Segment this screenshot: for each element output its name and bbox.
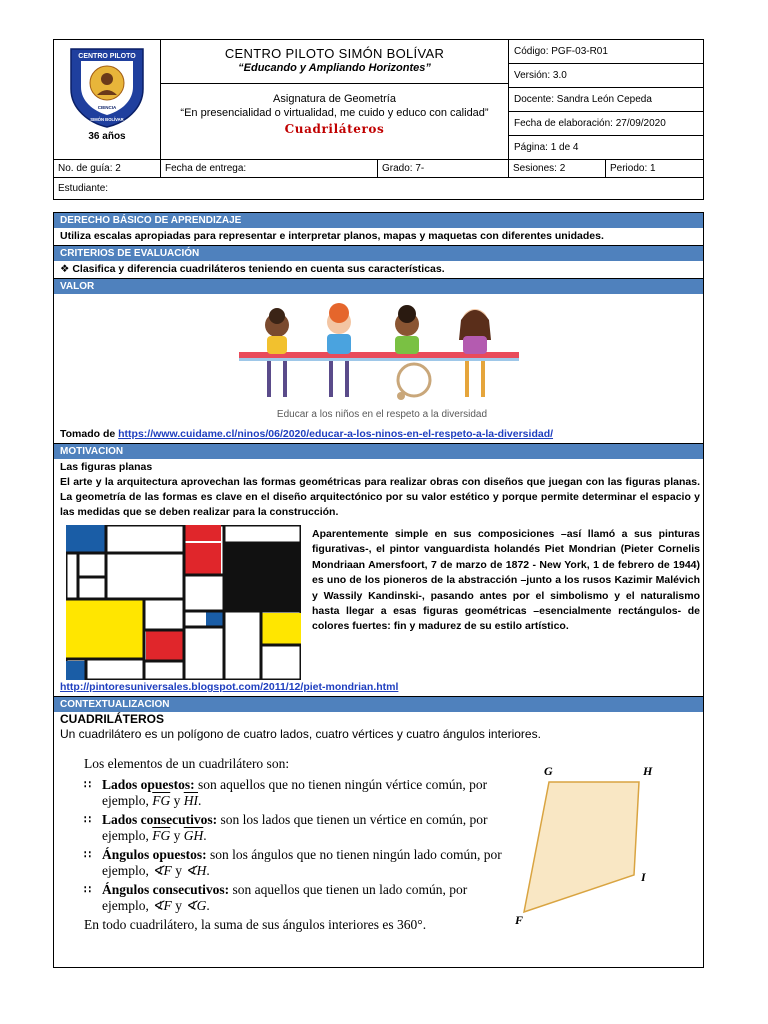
quadrilateral-shape [524, 782, 639, 912]
header-top-row [54, 40, 703, 160]
school-motto: “Educando y Ampliando Horizontes” [238, 62, 431, 74]
vertex-h-label: H [643, 764, 653, 778]
logo-side-text: SIMÓN BOLÍVAR [90, 117, 124, 122]
doc-code: Código: PGF-03-R01 [509, 40, 703, 64]
doc-date: Fecha de elaboración: 27/09/2020 [509, 112, 703, 136]
logo-center-text: CIENCIA [97, 105, 117, 110]
guide-number: No. de guía: 2 [54, 160, 161, 177]
criteria-heading: CRITERIOS DE EVALUACIÓN [54, 246, 703, 261]
children-diversity-illustration [239, 300, 519, 425]
dba-text: Utiliza escalas apropiadas para representar e interpretar planos, mapas y maquetas con diferentes unidades. [54, 228, 703, 246]
meta-cell [509, 40, 703, 159]
dba-heading: DERECHO BÁSICO DE APRENDIZAJE [54, 213, 703, 228]
school-shield-logo [67, 43, 147, 129]
quadrilaterals-title: CUADRILÁTEROS [60, 712, 164, 726]
illustration-caption: Educar a los niños en el respeto a la diversidad [276, 409, 488, 420]
element-item: ∷ Ángulos opuestos: son los ángulos que no tienen ningún lado común, por ejemplo, ∢F y ∢H. [84, 846, 502, 878]
logo-cell [54, 40, 161, 159]
bullet-icon: ∷ [84, 883, 91, 896]
motivation-heading: MOTIVACION [54, 444, 703, 459]
slogan: “En presencialidad o virtualidad, me cuido y educo con calidad” [180, 107, 489, 119]
school-block [161, 40, 508, 84]
doc-teacher: Docente: Sandra León Cepeda [509, 88, 703, 112]
mondrian-link[interactable]: http://pintoresuniversales.blogspot.com/2011/12/piet-mondrian.html [60, 681, 399, 693]
mondrian-description: Aparentemente simple en sus composiciones –así llamó a sus pinturas figurativas-, el pintor vanguardista holandés Piet Mondrian (Pieter Cornelis Mondriaan Amersfoort, 7 de marzo de 1872 - New York, 1 de febrero de 1944) es uno de los pioneros de la abstracción –junto a los rusos Kazimir Malévich y Wassily Kandinski-, pasando antes por el simbolismo y el naturalismo hasta llegar a esas figuras geométricas –esencialmente rectángulos- de colores fuertes: fin y madurez de su estilo artístico. [312, 528, 700, 633]
topic-title: Cuadriláteros [284, 122, 385, 136]
sessions: Sesiones: 2 [509, 160, 606, 177]
quadrilateral-definition: Un cuadrilátero es un polígono de cuatro lados, cuatro vértices y cuatro ángulos interiores. [60, 727, 541, 741]
source-prefix: Tomado de [60, 428, 119, 440]
logo-ring-text: CENTRO PILOTO [78, 53, 136, 60]
guide-content [53, 212, 704, 968]
vertex-g-label: G [544, 764, 553, 778]
period: Periodo: 1 [610, 163, 656, 174]
bullet-icon: ∷ [84, 848, 91, 861]
bullet-icon: ∷ [84, 778, 91, 791]
motivation-paragraph: El arte y la arquitectura aprovechan las formas geométricas para realizar obras con diseños que juegan con las figuras planas. La geometría de las formas es clave en el diseño arquitectónico por su valor estético y porque permite determinar el espacio y las medidas que se deben realizar para la construcción. [60, 476, 700, 518]
context-heading: CONTEXTUALIZACION [54, 697, 703, 712]
criteria-text: ❖ Clasifica y diferencia cuadriláteros teniendo en cuenta sus características. [54, 261, 703, 279]
element-item: ∷ Lados opuestos: son aquellos que no tienen ningún vértice común, por ejemplo, $\overline{FG}$ y $\overline{HI}$. [84, 776, 488, 808]
logo-years: 36 años [88, 131, 126, 142]
context-box [54, 712, 703, 967]
source-line [60, 428, 553, 440]
valor-box [54, 294, 703, 444]
grade: Grado: 7- [378, 160, 509, 177]
quadrilateral-elements [84, 756, 514, 933]
document-header [53, 39, 704, 200]
motivation-title: Las figuras planas [60, 461, 153, 473]
source-link[interactable]: https://www.cuidame.cl/ninos/06/2020/educar-a-los-ninos-en-el-respeto-a-la-diversidad/ [118, 428, 554, 440]
element-item: ∷ Ángulos consecutivos: son aquellos que tienen un lado común, por ejemplo, ∢F y ∢G. [84, 881, 468, 913]
valor-heading: VALOR [54, 279, 703, 294]
subject-block [161, 84, 508, 159]
bullet-icon: ∷ [84, 813, 91, 826]
student-field: Estudiante: [58, 183, 109, 194]
school-name: CENTRO PILOTO SIMÓN BOLÍVAR [224, 46, 445, 61]
vertex-i-label: I [641, 870, 646, 884]
mondrian-painting [66, 525, 301, 680]
delivery-date: Fecha de entrega: [161, 160, 378, 177]
doc-page: Página: 1 de 4 [514, 142, 579, 153]
quadrilateral-figure [509, 757, 659, 927]
motivation-box [54, 459, 703, 697]
header-title-cell [161, 40, 509, 159]
angle-sum-statement: En todo cuadrilátero, la suma de sus ángulos interiores es 360°. [84, 916, 427, 932]
doc-version: Versión: 3.0 [509, 64, 703, 88]
elements-lead: Los elementos de un cuadrilátero son: [84, 756, 290, 771]
vertex-f-label: F [515, 913, 524, 927]
element-item: ∷ Lados consecutivos: son los lados que tienen un vértice en común, por ejemplo, $\overline{FG}$ y $\overline{GH}$. [84, 811, 488, 843]
header-info-row [54, 160, 703, 178]
subject-name: Asignatura de Geometría [273, 93, 396, 105]
